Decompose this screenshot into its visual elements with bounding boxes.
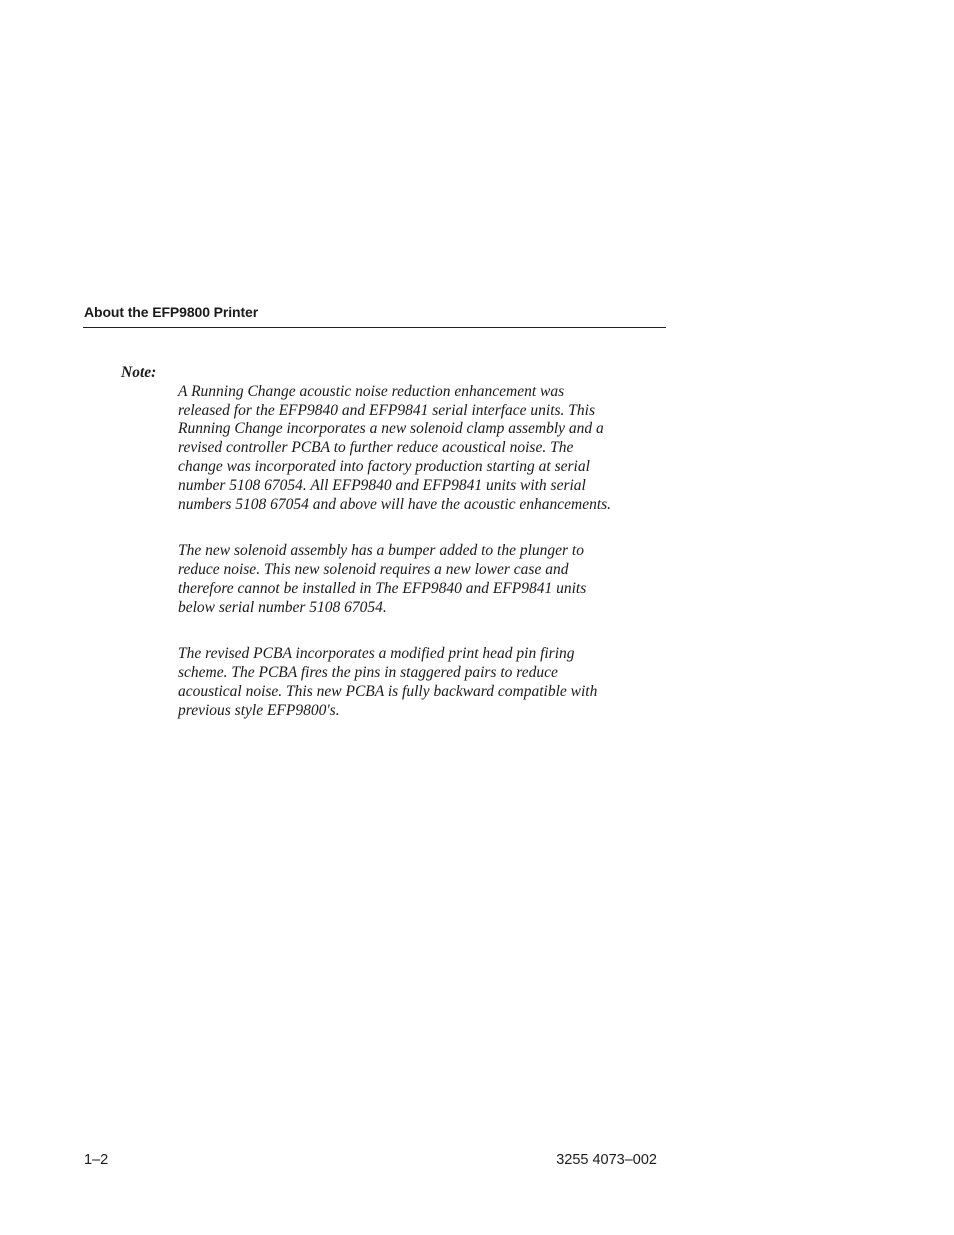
note-paragraph-1: A Running Change acoustic noise reduction enhancement was released for the EFP9840 and EFP9841 serial interface units. This Running Change incorporates a new solenoid clamp assembly and a revised controller PCBA to further reduce acoustical noise. The change was incorporated into factory production starting at serial number 5108 67054. All EFP9840 and EFP9841 units with serial numbers 5108 67054 and above will have the acoustic enhancements. (178, 382, 612, 513)
document-number: 3255 4073–002 (556, 1152, 657, 1168)
section-header (83, 302, 666, 328)
note-paragraph-3: The revised PCBA incorporates a modified print head pin firing scheme. The PCBA fires the pins in staggered pairs to reduce acoustical noise. This new PCBA is fully backward compatible with previous style EFP9800's. (178, 645, 598, 719)
section-title: About the EFP9800 Printer (84, 304, 259, 320)
note-label: Note: (121, 364, 157, 381)
page-number: 1–2 (84, 1152, 109, 1168)
note-body (178, 364, 673, 748)
note-paragraph-2: The new solenoid assembly has a bumper added to the plunger to reduce noise. This new solenoid requires a new lower case and therefore cannot be installed in The EFP9840 and EFP9841 units below serial number 5108 67054. (178, 542, 587, 616)
